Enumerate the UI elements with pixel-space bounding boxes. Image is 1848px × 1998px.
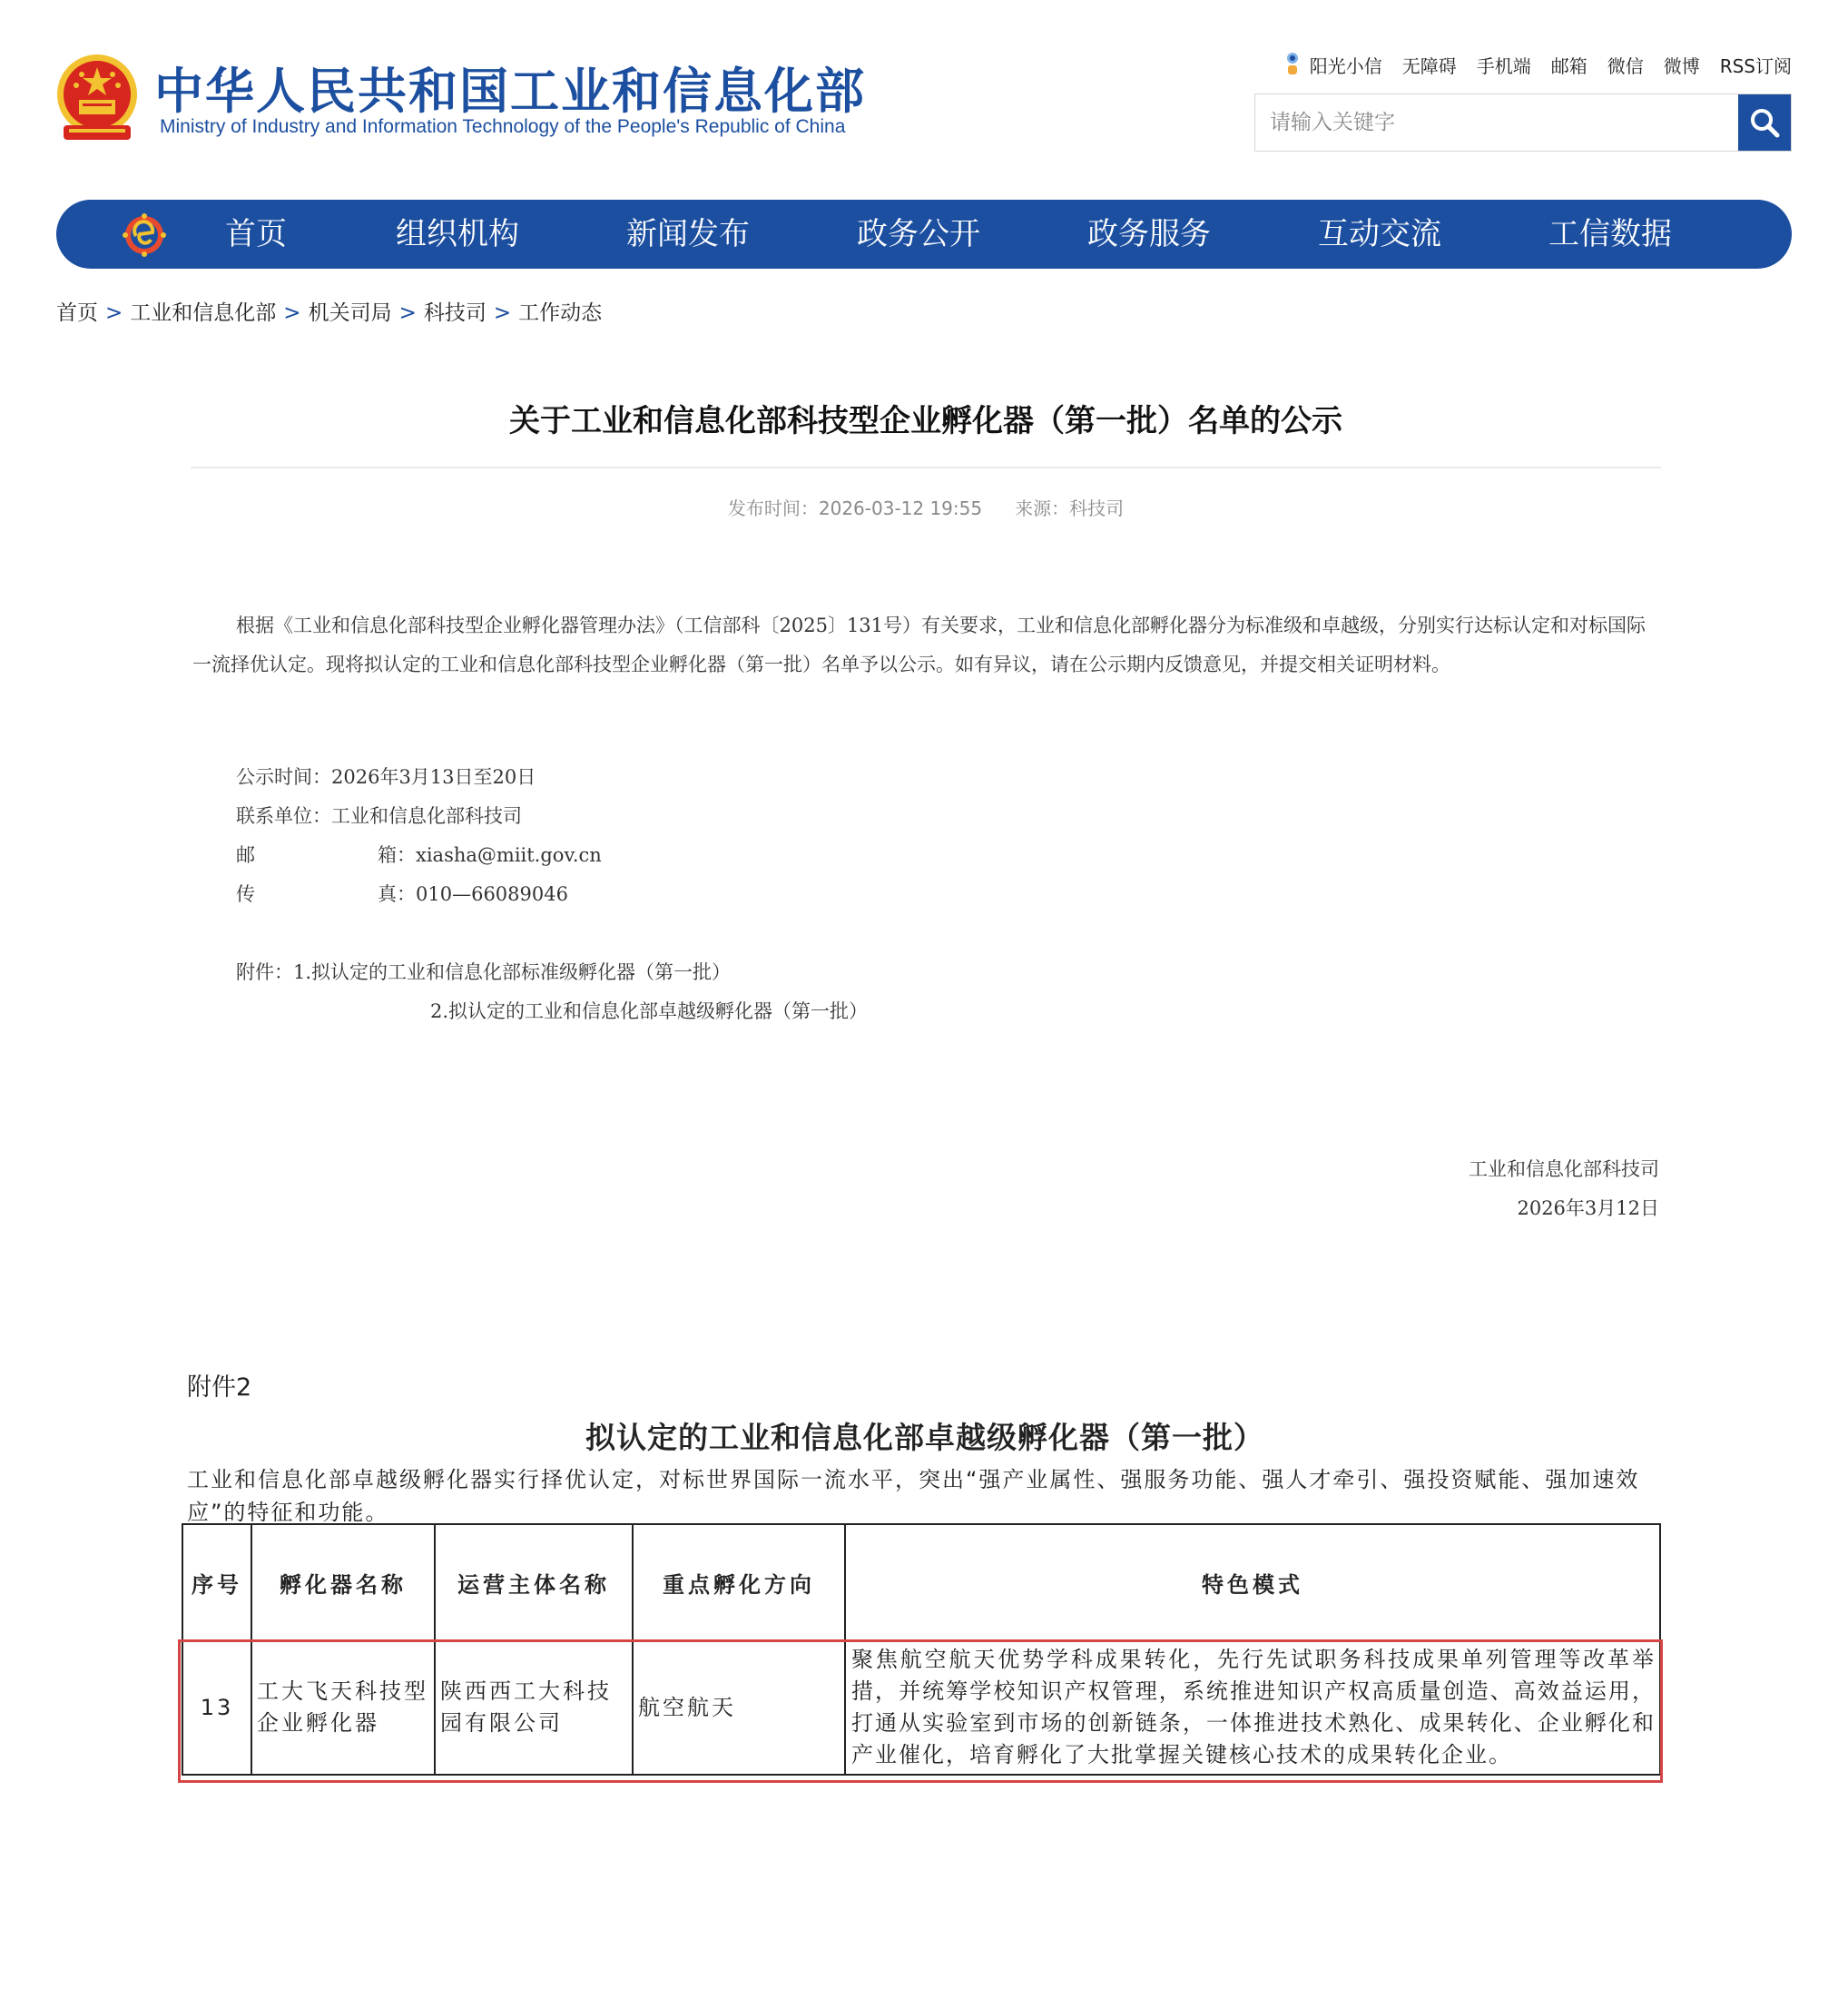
table-header-row (182, 1524, 1660, 1640)
national-emblem-logo[interactable] (54, 53, 140, 147)
top-links (1283, 51, 1792, 78)
nav-government-affairs[interactable]: 政务公开 (857, 216, 980, 252)
attachment-link-2[interactable]: 2.拟认定的工业和信息化部卓越级孵化器（第一批） (430, 1000, 869, 1022)
title-divider (191, 467, 1661, 468)
cell-incubator-name: 工大飞天科技型企业孵化器 (251, 1640, 435, 1775)
search-button[interactable] (1738, 94, 1791, 151)
attachment-link-1[interactable]: 附件：1.拟认定的工业和信息化部标准级孵化器（第一批） (236, 961, 732, 983)
breadcrumb-separator: > (283, 301, 301, 325)
article-paragraph: 根据《工业和信息化部科技型企业孵化器管理办法》（工信部科〔2025〕131号）有关要求，工业和信息化部孵化器分为标准级和卓越级，分别实行达标认定和对标国际一流择优认定。现将拟认定的工业和信息化部科技型企业孵化器（第一批）名单予以公示。如有异议，请在公示期内反馈意见，并提交相关证明材料。 (192, 615, 1646, 675)
breadcrumb (56, 296, 602, 326)
nav-organization[interactable]: 组织机构 (396, 216, 519, 252)
breadcrumb-ministry[interactable]: 工业和信息化部 (130, 301, 277, 325)
site-subtitle: Ministry of Industry and Information Technology of the People's Republic of China (160, 116, 846, 137)
mascot-icon (1283, 51, 1302, 78)
search-box (1254, 94, 1792, 152)
contact-unit: 联系单位：工业和信息化部科技司 (236, 805, 522, 827)
attachment2-label: 附件2 (187, 1373, 252, 1402)
breadcrumb-separator: > (398, 301, 417, 325)
article-meta (191, 494, 1661, 520)
toplink-mail[interactable]: 邮箱 (1550, 54, 1588, 77)
search-icon (1748, 106, 1781, 139)
site-title: 中华人民共和国工业和信息化部 (154, 63, 866, 120)
cell-mode: 聚焦航空航天优势学科成果转化，先行先试职务科技成果单列管理等改革举措，并统筹学校知识产权管理，系统推进知识产权高质量创造、高效益运用，打通从实验室到市场的创新链条，一体推进技术熟化、成果转化、企业孵化和产业催化，培育孵化了大批掌握关键核心技术的成果转化企业。 (845, 1640, 1660, 1775)
article-title: 关于工业和信息化部科技型企业孵化器（第一批）名单的公示 (509, 403, 1342, 439)
signature-date: 2026年3月12日 (1517, 1197, 1659, 1219)
nav-data[interactable]: 工信数据 (1548, 216, 1672, 252)
nav-home[interactable]: 首页 (225, 216, 287, 252)
breadcrumb-science-dept[interactable]: 科技司 (423, 301, 487, 325)
breadcrumb-departments[interactable]: 机关司局 (308, 301, 392, 325)
breadcrumb-separator: > (493, 301, 512, 325)
nav-news[interactable]: 新闻发布 (626, 216, 750, 252)
toplink-wechat[interactable]: 微信 (1607, 54, 1644, 77)
toplink-mobile[interactable]: 手机端 (1476, 54, 1531, 77)
toplink-accessibility[interactable]: 无障碍 (1401, 54, 1457, 77)
search-input[interactable] (1255, 94, 1738, 151)
fax-label: 传 (236, 883, 255, 905)
notice-period: 公示时间：2026年3月13日至20日 (236, 766, 536, 788)
breadcrumb-work-news[interactable]: 工作动态 (518, 301, 603, 325)
breadcrumb-home[interactable]: 首页 (56, 301, 98, 325)
article-source: 来源：科技司 (1015, 497, 1125, 519)
cell-number: 13 (182, 1640, 251, 1775)
nav-government-services[interactable]: 政务服务 (1087, 216, 1211, 252)
column-header: 重点孵化方向 (633, 1524, 845, 1640)
toplink-sunshine[interactable] (1283, 51, 1382, 78)
toplink-label: 阳光小信 (1309, 54, 1382, 77)
breadcrumb-separator: > (105, 301, 123, 325)
publish-time: 发布时间：2026-03-12 19:55 (727, 497, 983, 519)
email-value: 箱：xiasha@miit.gov.cn (378, 844, 602, 866)
attachment2-description: 工业和信息化部卓越级孵化器实行择优认定，对标世界国际一流水平，突出“强产业属性、强服务功能、强人才牵引、强投资赋能、强加速效应”的特征和功能。 (187, 1467, 1640, 1525)
toplink-weibo[interactable]: 微博 (1663, 54, 1700, 77)
toplink-rss[interactable]: RSS订阅 (1719, 54, 1792, 77)
nav-interaction[interactable]: 互动交流 (1318, 216, 1441, 252)
column-header: 孵化器名称 (251, 1524, 435, 1640)
main-nav (56, 200, 1792, 269)
attachment2-title: 拟认定的工业和信息化部卓越级孵化器（第一批） (585, 1420, 1264, 1455)
column-header: 特色模式 (845, 1524, 1660, 1640)
signature-org: 工业和信息化部科技司 (1469, 1158, 1659, 1180)
cell-operator: 陕西西工大科技园有限公司 (435, 1640, 633, 1775)
miit-logo-icon[interactable] (122, 212, 167, 258)
cell-direction: 航空航天 (633, 1640, 845, 1775)
email-label: 邮 (236, 844, 255, 866)
column-header: 运营主体名称 (435, 1524, 633, 1640)
highlight-box (178, 1639, 1663, 1783)
column-header: 序号 (182, 1524, 251, 1640)
fax-value: 真：010—66089046 (378, 883, 568, 905)
